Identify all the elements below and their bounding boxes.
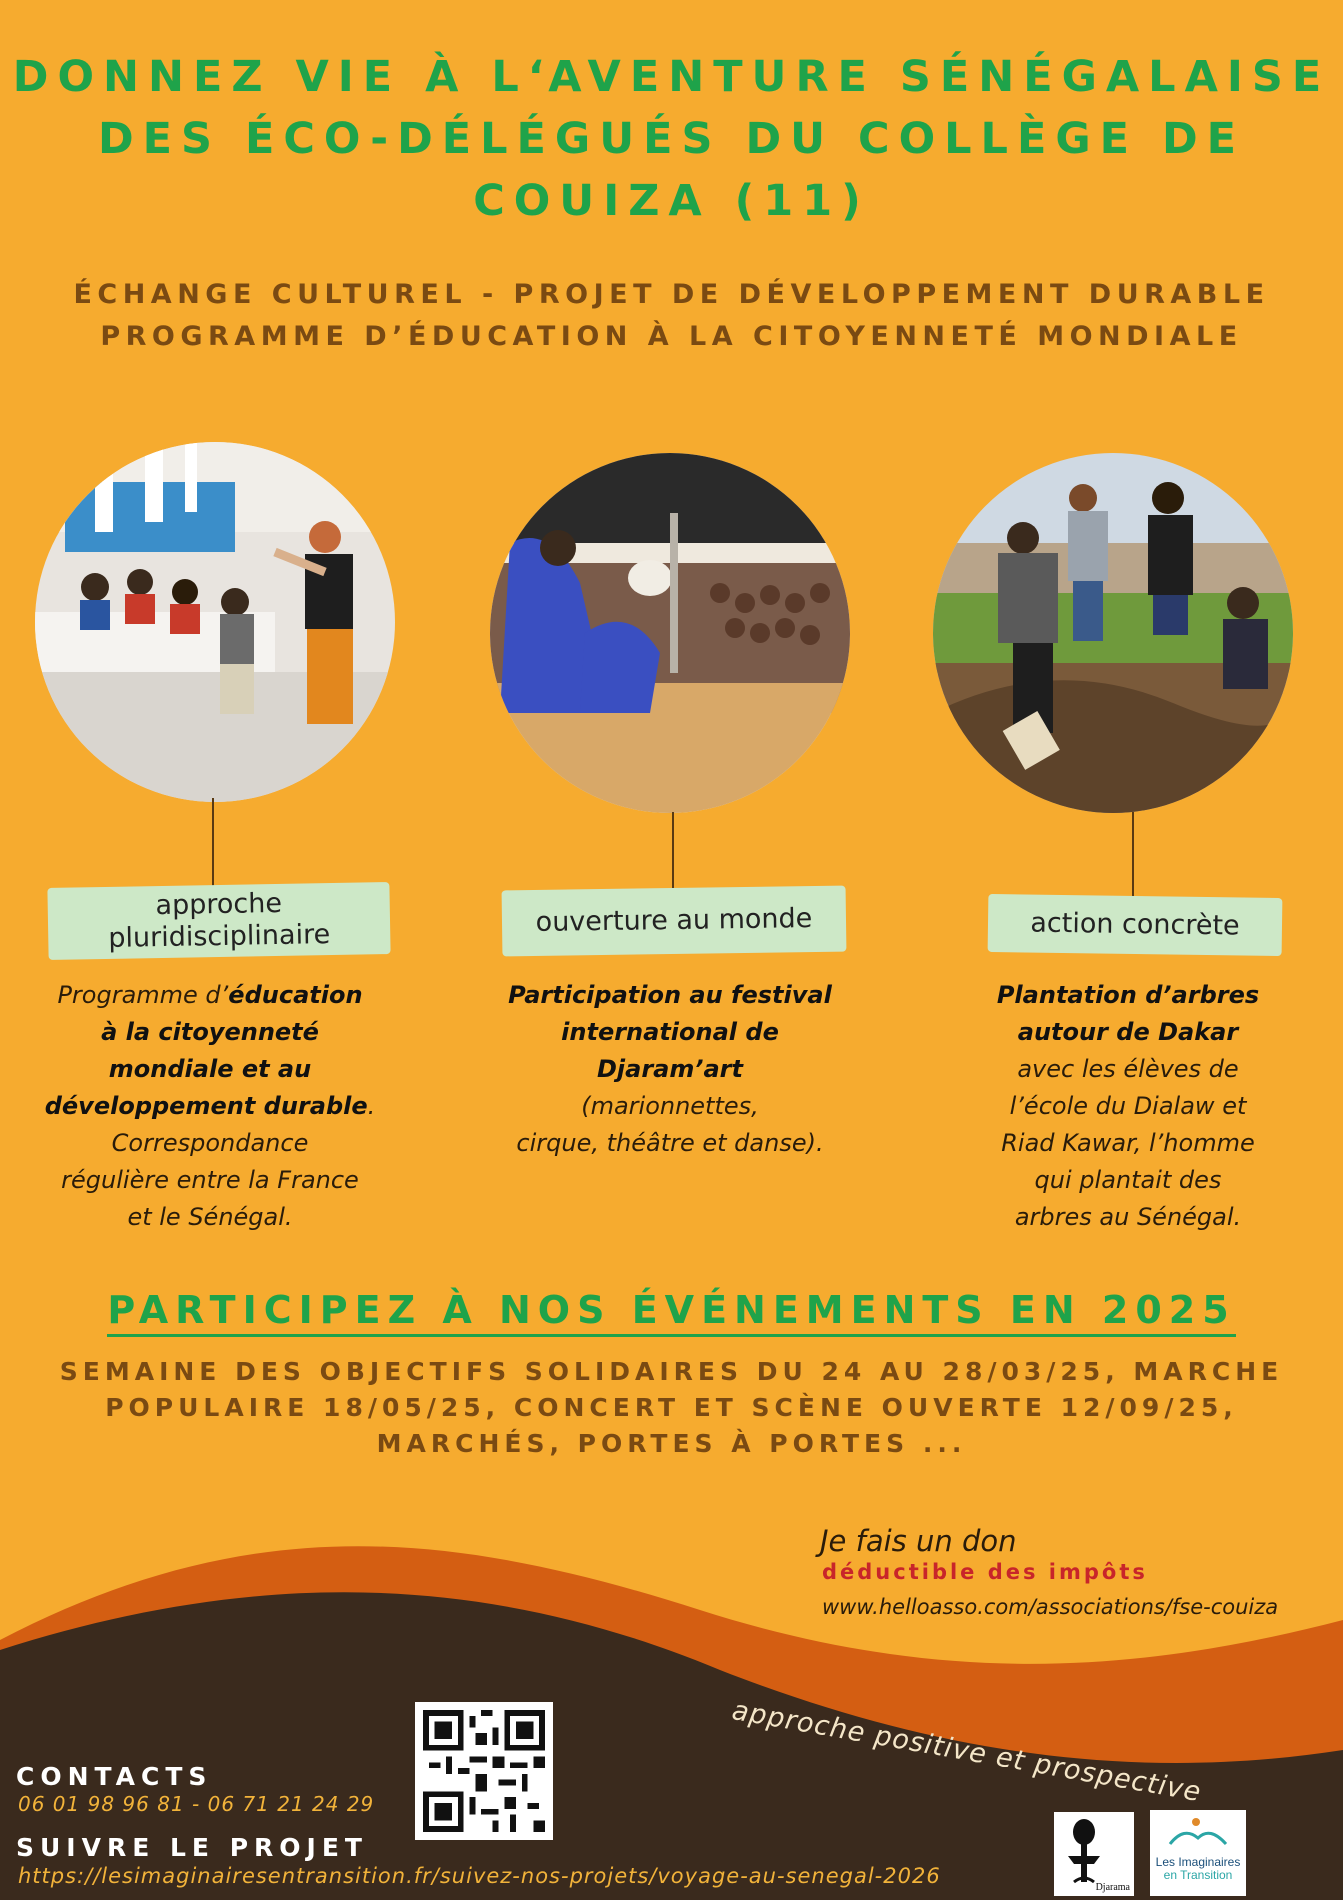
subtitle xyxy=(0,274,1343,358)
subtitle-line-2: PROGRAMME D’ÉDUCATION À LA CITOYENNETÉ MONDIALE xyxy=(100,321,1243,352)
imaginaires-logo-line-2: en Transition xyxy=(1163,1868,1233,1882)
events-line-1: SEMAINE DES OBJECTIFS SOLIDAIRES DU 24 AU 28/03/25, MARCHE xyxy=(59,1357,1284,1386)
desc-3-line: Riad Kawar, l’homme xyxy=(1001,1129,1255,1157)
pillar-label-1 xyxy=(47,882,390,960)
desc-1-line: et le Sénégal. xyxy=(127,1203,293,1231)
desc-3-line: arbres au Sénégal. xyxy=(1014,1203,1242,1231)
pillar-desc-2 xyxy=(470,977,870,1162)
djarama-logo xyxy=(1054,1812,1134,1896)
pillar-label-1-line-2: pluridisciplinaire xyxy=(108,919,331,954)
desc-1-bold: à la citoyenneté xyxy=(101,1018,319,1046)
desc-2-bold: international de xyxy=(561,1018,779,1046)
connector-line-3 xyxy=(1132,812,1134,898)
pillar-label-3 xyxy=(988,894,1283,956)
imaginaires-logo xyxy=(1150,1810,1246,1896)
djarama-logo-text: Djarama xyxy=(1095,1882,1130,1893)
pillar-desc-1 xyxy=(20,977,400,1236)
desc-1-line: Correspondance xyxy=(111,1129,309,1157)
donation-line-2: déductible des impôts xyxy=(822,1560,1148,1584)
title-line-3: COUIZA (11) xyxy=(473,176,870,226)
contacts-phones[interactable]: 06 01 98 96 81 - 06 71 21 24 29 xyxy=(18,1792,375,1816)
photo-classroom xyxy=(35,442,395,802)
pillar-label-2 xyxy=(502,886,847,957)
events-line-3: MARCHÉS, PORTES À PORTES ... xyxy=(376,1429,967,1458)
pillar-label-1-line-1: approche xyxy=(155,887,283,922)
donation-line-1: Je fais un don xyxy=(820,1524,1017,1558)
desc-1-bold: développement durable xyxy=(44,1092,368,1120)
events-list xyxy=(0,1354,1343,1462)
photo-festival xyxy=(490,453,850,813)
page-title xyxy=(0,46,1343,232)
desc-2-line: cirque, théâtre et danse). xyxy=(516,1129,824,1157)
qr-code[interactable] xyxy=(415,1702,553,1840)
donation-url[interactable]: www.helloasso.com/associations/fse-couiza xyxy=(822,1595,1279,1619)
imaginaires-logo-line-1: Les Imaginaires xyxy=(1155,1855,1241,1869)
follow-url[interactable]: https://lesimaginairesentransition.fr/suivez-nos-projets/voyage-au-senegal-2026 xyxy=(18,1864,941,1888)
desc-3-bold: Plantation d’arbres xyxy=(996,981,1260,1009)
desc-3-line: avec les élèves de xyxy=(1017,1055,1239,1083)
pillar-desc-3 xyxy=(950,977,1306,1236)
desc-1-line: régulière entre la France xyxy=(61,1166,359,1194)
desc-3-line: l’école du Dialaw et xyxy=(1009,1092,1247,1120)
pillar-label-2-line-1: ouverture au monde xyxy=(535,903,813,938)
events-heading-text: PARTICIPEZ À NOS ÉVÉNEMENTS EN 2025 xyxy=(107,1288,1235,1337)
desc-2-bold: Participation au festival xyxy=(508,981,832,1009)
desc-1-bold: éducation xyxy=(228,981,363,1009)
contacts-label: CONTACTS xyxy=(16,1762,213,1791)
slogan: approche positive et prospective xyxy=(729,1695,1204,1809)
desc-2-bold: Djaram’art xyxy=(596,1055,743,1083)
desc-3-line: qui plantait des xyxy=(1034,1166,1222,1194)
title-line-1: DONNEZ VIE À L‘AVENTURE SÉNÉGALAISE xyxy=(12,52,1331,102)
desc-3-bold: autour de Dakar xyxy=(1017,1018,1239,1046)
desc-2-line: (marionnettes, xyxy=(581,1092,759,1120)
subtitle-line-1: ÉCHANGE CULTUREL - PROJET DE DÉVELOPPEMENT DURABLE xyxy=(73,279,1270,310)
follow-label: SUIVRE LE PROJET xyxy=(16,1833,368,1862)
photo-tree-planting xyxy=(933,453,1293,813)
events-heading xyxy=(0,1288,1343,1332)
desc-1-bold: mondiale et au xyxy=(108,1055,312,1083)
pillar-label-3-line-1: action concrète xyxy=(1030,907,1240,942)
title-line-2: DES ÉCO-DÉLÉGUÉS DU COLLÈGE DE xyxy=(97,114,1246,164)
connector-line-1 xyxy=(212,798,214,886)
events-line-2: POPULAIRE 18/05/25, CONCERT ET SCÈNE OUVERTE 12/09/25, xyxy=(105,1393,1238,1422)
desc-1-text: Programme d’ xyxy=(57,981,229,1009)
connector-line-2 xyxy=(672,812,674,888)
desc-1-text: . xyxy=(367,1092,376,1120)
